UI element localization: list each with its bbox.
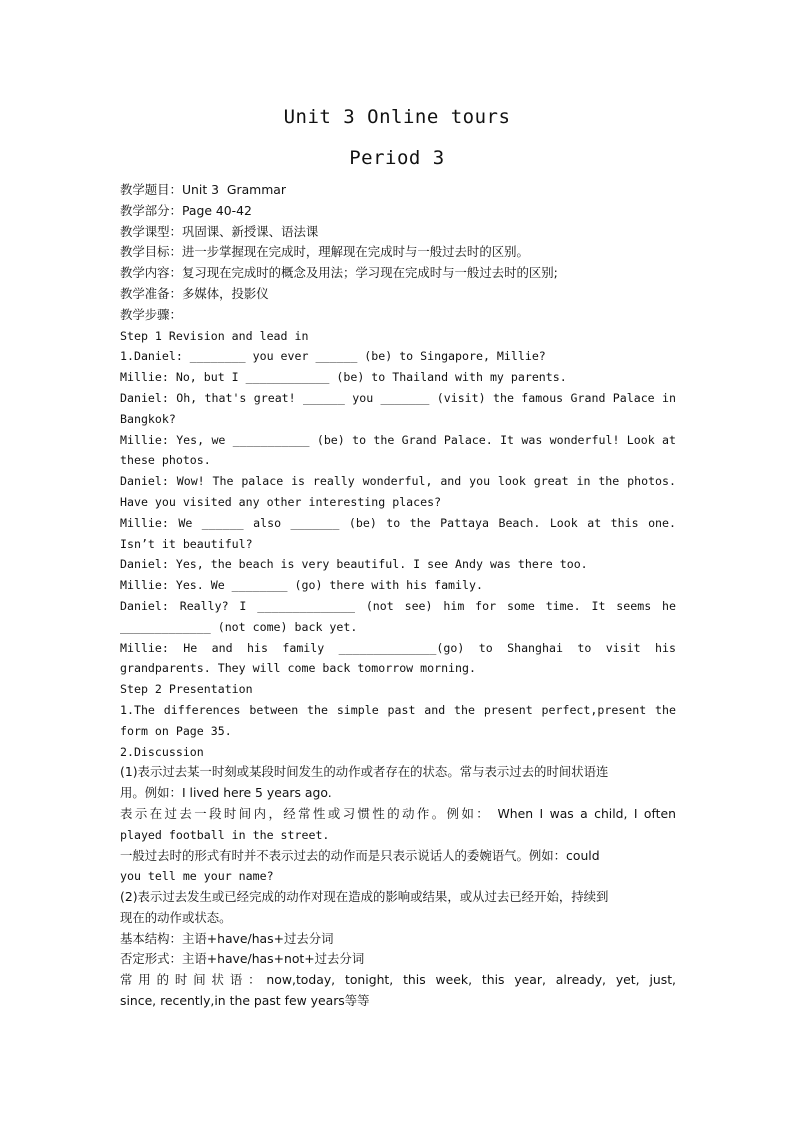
exercise-line: Bangkok? xyxy=(120,411,176,426)
presentation-line: 否定形式：主语+have/has+not+过去分词 xyxy=(120,951,365,967)
presentation-line: 现在的动作或状态。 xyxy=(120,909,232,925)
exercise-line: Daniel: Wow! The palace is really wonderful, and you look great in the photos. xyxy=(120,474,676,489)
meta-content: 教学内容：复习现在完成时的概念及用法；学习现在完成时与一般过去时的区别; xyxy=(120,265,558,281)
exercise-line: Millie: Yes. We ________ (go) there with his family. xyxy=(120,578,483,593)
meta-prep: 教学准备：多媒体，投影仪 xyxy=(120,285,269,301)
meta-type: 教学课型：巩固课、新授课、语法课 xyxy=(120,223,319,239)
presentation-line: 常用的时间状语：now,today, tonight, this week, this year, already, yet, just, xyxy=(120,972,676,988)
meta-topic: 教学题目：Unit 3 Grammar xyxy=(120,182,286,197)
exercise-line: _____________ (not come) back yet. xyxy=(120,619,358,634)
presentation-line: form on Page 35. xyxy=(120,723,232,738)
exercise-line: Daniel: Yes, the beach is very beautiful. I see Andy was there too. xyxy=(120,557,588,572)
presentation-line: 1.The differences between the simple past and the present perfect,present the xyxy=(120,702,676,717)
presentation-line: 基本结构：主语+have/has+过去分词 xyxy=(120,930,334,946)
exercise-line: grandparents. They will come back tomorrow morning. xyxy=(120,661,476,676)
presentation-line: you tell me your name? xyxy=(120,869,274,884)
period-heading: Period 3 xyxy=(349,147,445,169)
exercise-line: Millie: No, but I ____________ (be) to Thailand with my parents. xyxy=(120,370,567,385)
exercise-line: Millie: We ______ also _______ (be) to the Pattaya Beach. Look at this one. xyxy=(120,515,676,530)
exercise-line: these photos. xyxy=(120,453,211,468)
presentation-line: (1)表示过去某一时刻或某段时间发生的动作或者存在的状态。常与表示过去的时间状语连 xyxy=(120,764,609,780)
exercise-line: Daniel: Really? I ______________ (not see) him for some time. It seems he xyxy=(120,598,676,613)
step2-heading: Step 2 Presentation xyxy=(120,682,253,697)
document-title: Unit 3 Online tours xyxy=(283,106,511,128)
lesson-body xyxy=(120,180,676,1012)
exercise-line: Millie: Yes, we ___________ (be) to the Grand Palace. It was wonderful! Look at xyxy=(120,432,676,447)
exercise-line: Daniel: Oh, that's great! ______ you _______ (visit) the famous Grand Palace in xyxy=(120,390,676,405)
presentation-line: 用。例如：I lived here 5 years ago. xyxy=(120,785,332,801)
meta-part: 教学部分：Page 40-42 xyxy=(120,202,252,218)
presentation-line: 一般过去时的形式有时并不表示过去的动作而是只表示说话人的委婉语气。例如：could xyxy=(120,847,600,863)
exercise-line: Millie: He and his family ______________(go) to Shanghai to visit his xyxy=(120,640,676,655)
exercise-line: 1.Daniel: ________ you ever ______ (be) to Singapore, Millie? xyxy=(120,349,546,364)
presentation-line: (2)表示过去发生或已经完成的动作对现在造成的影响或结果，或从过去已经开始，持续到 xyxy=(120,889,609,905)
step1-heading: Step 1 Revision and lead in xyxy=(120,328,309,343)
presentation-line: since, recently,in the past few years等等 xyxy=(120,993,370,1009)
presentation-line: 表示在过去一段时间内，经常性或习惯性的动作。例如： When I was a child, I often xyxy=(120,805,676,821)
exercise-line: Isn’t it beautiful? xyxy=(120,536,253,551)
exercise-line: Have you visited any other interesting places? xyxy=(120,494,442,509)
presentation-line: played football in the street. xyxy=(120,827,330,842)
meta-steps: 教学步骤： xyxy=(120,306,182,322)
presentation-line: 2.Discussion xyxy=(120,744,204,759)
meta-goal: 教学目标：进一步掌握现在完成时，理解现在完成时与一般过去时的区别。 xyxy=(120,244,529,260)
